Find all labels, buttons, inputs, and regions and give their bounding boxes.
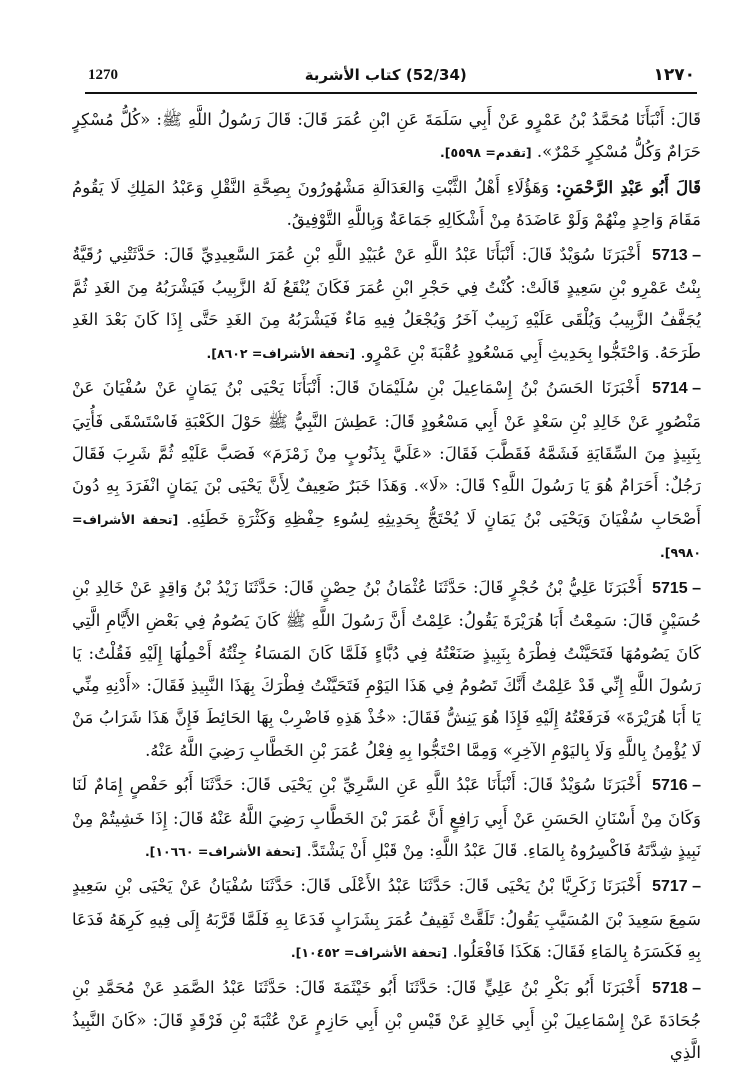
reference-note: [تحفة الأشراف= ١٠٦٦٠]. (144, 843, 302, 859)
hadith-5715 (72, 572, 701, 767)
hadith-text: أَخْبَرَنَا سُوَيْدٌ قَالَ: أَنْبَأَنَا عَبْدُ اللَّهِ عَنِ السَّرِيِّ بْنِ يَحْيَى قَالَ: حَدَّثَنَا أَبُو حَفْصٍ إِمَامٌ لَنَا وَكَانَ مِنْ أَسْنَانِ الحَسَنِ عَنْ أَبِي رَافِعٍ أَنَّ عُمَرَ بْنَ الخَطَّابِ رَضِيَ اللَّهُ عَنْهُ قَالَ: إِذَا خَشِيتُمْ مِنْ نَبِيذٍ شِدَّتَهُ فَاكْسِرُوهُ بِالمَاءِ. قَالَ عَبْدُ اللَّهِ: مِنْ قَبْلِ أَنْ يَشْتَدَّ. (72, 775, 701, 860)
hadith-number: 5717 – (652, 878, 701, 896)
running-title: (52/34) كتاب الأشربة (304, 66, 467, 84)
hadith-number: 5714 – (652, 380, 701, 398)
hadith-5717 (72, 870, 701, 969)
comment-lead: قَالَ أَبُو عَبْدِ الرَّحْمَنِ: (555, 177, 701, 197)
hadith-text: أَخْبَرَنَا سُوَيْدٌ قَالَ: أَنْبَأَنَا عَبْدُ اللَّهِ عَنْ عُبَيْدِ اللَّهِ بْنِ عُمَرَ السَّعِيدِيِّ قَالَ: حَدَّثَتْنِي رُقَيَّةُ بِنْتُ عَمْرِو بْنِ سَعِيدٍ قَالَتْ: كُنْتُ فِي حَجْرِ ابْنِ عُمَرَ فَكَانَ يُنْقَعُ لَهُ الزَّبِيبُ فَيَشْرَبُهُ مِنَ الغَدِ ثُمَّ يُجَفَّفُ الزَّبِيبُ وَيُلْقَى عَلَيْهِ زَبِيبٌ آخَرُ وَيُجْعَلُ فِيهِ مَاءٌ فَيَشْرَبُهُ مِنَ الغَدِ حَتَّى إِذَا كَانَ بَعْدَ الغَدِ طَرَحَهُ. وَاحْتَجُّوا بِحَدِيثِ أَبِي مَسْعُودٍ عُقْبَةَ بْنِ عَمْرٍو. (72, 244, 701, 362)
reference-note: [تحفة الأشراف= ١٠٤٥٢]. (290, 945, 448, 961)
reference-note: [تحفة الأشراف= ٩٩٨٠]. (72, 511, 701, 561)
page-body (72, 104, 701, 1068)
hadith-text: قَالَ: أَنْبَأَنَا مُحَمَّدُ بْنُ عَمْرٍو عَنْ أَبِي سَلَمَةَ عَنِ ابْنِ عُمَرَ قَالَ: قَالَ رَسُولُ اللَّهِ ﷺ: «كُلُّ مُسْكِرٍ حَرَامٌ وَكُلُّ مُسْكِرٍ خَمْرٌ». (72, 110, 701, 162)
reference-note: [تحفة الأشراف= ٨٦٠٢]. (206, 345, 356, 361)
hadith-text: أَخْبَرَنَا الحَسَنُ بْنُ إِسْمَاعِيلَ بْنِ سُلَيْمَانَ قَالَ: أَنْبَأَنَا يَحْيَى بْنُ يَمَانٍ عَنْ سُفْيَانَ عَنْ مَنْصُورٍ عَنْ خَالِدِ بْنِ سَعْدٍ عَنْ أَبِي مَسْعُودٍ قَالَ: عَطِشَ النَّبِيُّ ﷺ حَوْلَ الكَعْبَةِ فَاسْتَسْقَى فَأُتِيَ بِنَبِيذٍ مِنَ السِّقَايَةِ فَشَمَّهُ فَقَطَّبَ فَقَالَ: «عَلَيَّ بِذَنُوبٍ مِنْ زَمْزَمَ» فَصَبَّ عَلَيْهِ ثُمَّ شَرِبَ فَقَالَ رَجُلٌ: أَحَرَامٌ هُوَ يَا رَسُولَ اللَّهِ؟ قَالَ: «لَا». وَهَذَا خَبَرٌ ضَعِيفٌ لِأَنَّ يَحْيَى بْنَ يَمَانٍ انْفَرَدَ بِهِ دُونَ أَصْحَابِ سُفْيَانَ وَيَحْيَى بْنُ يَمَانٍ لَا يُحْتَجُّ بِحَدِيثِهِ لِسُوءِ حِفْظِهِ وَكَثْرَةِ خَطَئِهِ. (72, 378, 701, 528)
author-comment (72, 172, 701, 237)
hadith-5716 (72, 769, 701, 868)
page-number-arabic: ١٢٧٠ (653, 65, 695, 85)
hadith-continuation (72, 104, 701, 170)
reference-note: [تقدم= ٥٥٩٨]. (440, 145, 532, 161)
hadith-text: أَخْبَرَنَا أَبُو بَكْرِ بْنُ عَلِيٍّ قَالَ: حَدَّثَنَا أَبُو خَيْثَمَةَ قَالَ: حَدَّثَنَا عَبْدُ الصَّمَدِ عَنْ مُحَمَّدِ بْنِ جُحَادَةَ عَنْ إِسْمَاعِيلَ بْنِ أَبِي خَالِدٍ عَنْ قَيْسِ بْنِ أَبِي حَازِمٍ عَنْ عُتْبَةَ بْنِ فَرْقَدٍ قَالَ: «كَانَ النَّبِيذُ الَّذِي (72, 977, 701, 1063)
hadith-number: 5716 – (652, 777, 701, 795)
hadith-5718 (72, 972, 701, 1068)
hadith-number: 5715 – (652, 579, 701, 597)
hadith-number: 5718 – (652, 979, 701, 997)
hadith-5714 (72, 372, 701, 569)
header-rule (85, 92, 697, 94)
hadith-text: أَخْبَرَنَا زَكَرِيَّا بْنُ يَحْيَى قَالَ: حَدَّثَنَا عَبْدُ الأَعْلَى قَالَ: حَدَّثَنَا سُفْيَانُ عَنْ يَحْيَى بْنِ سَعِيدٍ سَمِعَ سَعِيدَ بْنَ المُسَيَّبِ يَقُولُ: تَلَقَّتْ ثَقِيفُ عُمَرَ بِشَرَابٍ فَدَعَا بِهِ فَلَمَّا قَرَّبَهُ إِلَى فِيهِ كَرِهَهُ فَدَعَا بِهِ فَكَسَرَهُ بِالمَاءِ فَقَالَ: هَكَذَا فَافْعَلُوا. (72, 876, 701, 962)
hadith-5713 (72, 239, 701, 371)
comment-text: وَهَؤُلَاءِ أَهْلُ الثَّبْتِ وَالعَدَالَةِ مَشْهُورُونَ بِصِحَّةِ النَّقْلِ وَعَبْدُ المَلِكِ لَا يَقُومُ مَقَامَ وَاحِدٍ مِنْهُمْ وَلَوْ عَاضَدَهُ مِنْ أَشْكَالِهِ جَمَاعَةٌ وَبِاللَّهِ التَّوْفِيقُ. (72, 177, 701, 230)
hadith-text: أَخْبَرَنَا عَلِيُّ بْنُ حُجْرٍ قَالَ: حَدَّثَنَا عُثْمَانُ بْنُ حِصْنٍ قَالَ: حَدَّثَنَا زَيْدُ بْنُ وَاقِدٍ عَنْ خَالِدِ بْنِ حُسَيْنٍ قَالَ: سَمِعْتُ أَبَا هُرَيْرَةَ يَقُولُ: عَلِمْتُ أَنَّ رَسُولَ اللَّهِ ﷺ كَانَ يَصُومُ فِي بَعْضِ الأَيَّامِ الَّتِي كَانَ يَصُومُهَا فَتَحَيَّنْتُ فِطْرَهُ بِنَبِيذٍ صَنَعْتُهُ فِي دُبَّاءٍ فَلَمَّا كَانَ المَسَاءُ جِئْتُهُ أَحْمِلُهَا إِلَيْهِ فَقُلْتُ: يَا رَسُولَ اللَّهِ إِنِّي قَدْ عَلِمْتُ أَنَّكَ تَصُومُ فِي هَذَا اليَوْمِ فَتَحَيَّنْتُ فِطْرَكَ بِهَذَا النَّبِيذِ فَقَالَ: «أَدْنِهِ مِنِّي يَا أَبَا هُرَيْرَةَ» فَرَفَعْتُهُ إِلَيْهِ فَإِذَا هُوَ يَنِشُّ فَقَالَ: «خُذْ هَذِهِ فَاضْرِبْ بِهَا الحَائِطَ فَإِنَّ هَذَا شَرَابُ مَنْ لَا يُؤْمِنُ بِاللَّهِ وَلَا بِاليَوْمِ الآخِرِ» وَمِمَّا احْتَجُّوا بِهِ فِعْلُ عُمَرَ بْنِ الخَطَّابِ رَضِيَ اللَّهُ عَنْهُ. (72, 577, 701, 760)
hadith-number: 5713 – (652, 246, 701, 264)
page-number-latin: 1270 (88, 66, 118, 83)
page-header (88, 62, 695, 88)
